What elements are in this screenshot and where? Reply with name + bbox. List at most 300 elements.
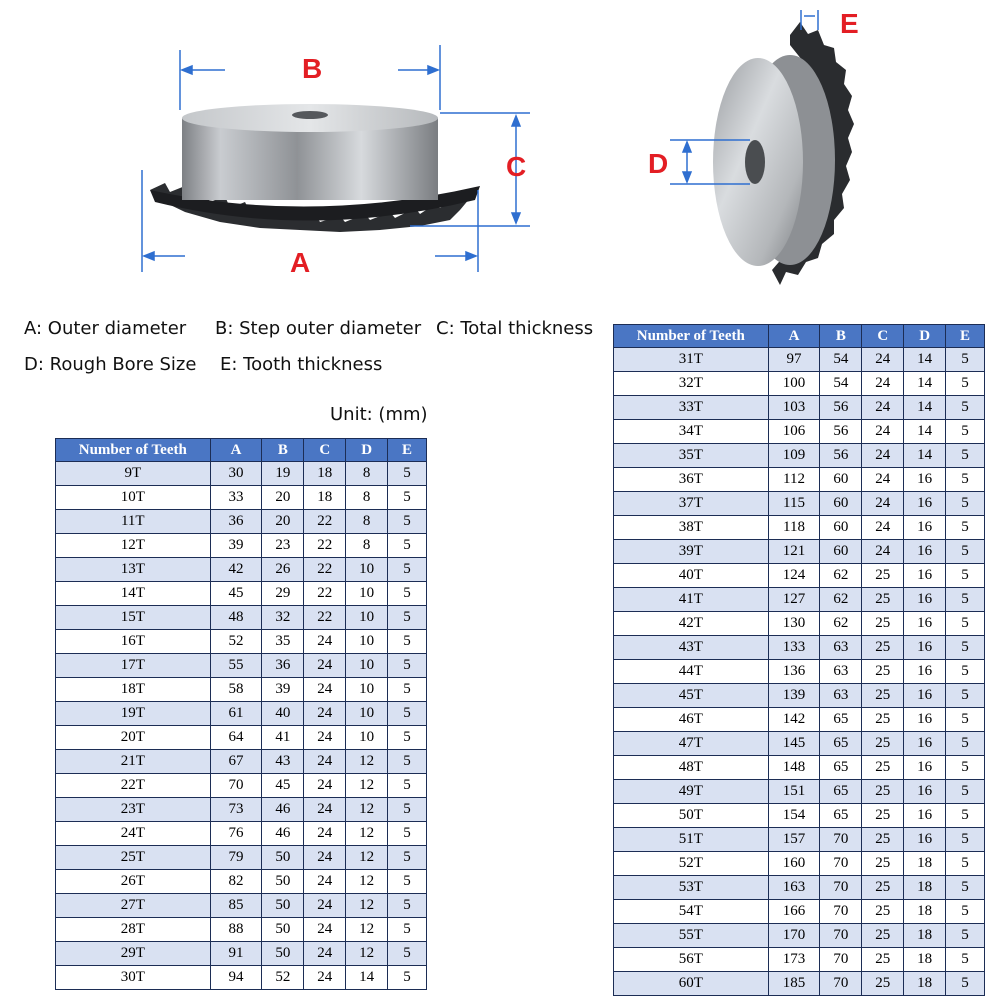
table-row <box>614 804 985 828</box>
table-cell: 16 <box>904 492 946 516</box>
table-cell: 5 <box>388 462 427 486</box>
table-row <box>56 558 427 582</box>
table-cell: 70 <box>210 774 262 798</box>
table-cell: 25 <box>862 708 904 732</box>
table-cell: 130 <box>768 612 820 636</box>
table-cell: 16 <box>904 660 946 684</box>
table-cell: 41 <box>262 726 304 750</box>
table-cell: 45 <box>210 582 262 606</box>
table-cell: 25T <box>56 846 211 870</box>
table-header-row <box>614 325 985 348</box>
table-cell: 58 <box>210 678 262 702</box>
table-cell: 142 <box>768 708 820 732</box>
table-cell: 70 <box>820 924 862 948</box>
label-c: C <box>506 151 527 182</box>
header-col-a: A <box>210 439 262 462</box>
table-row <box>56 942 427 966</box>
table-cell: 121 <box>768 540 820 564</box>
table-cell: 14 <box>904 444 946 468</box>
table-cell: 5 <box>946 444 985 468</box>
table-cell: 12 <box>346 846 388 870</box>
table-cell: 16 <box>904 636 946 660</box>
table-cell: 24 <box>304 870 346 894</box>
table-cell: 24 <box>862 396 904 420</box>
table-row <box>614 468 985 492</box>
table-cell: 53T <box>614 876 769 900</box>
table-row <box>614 420 985 444</box>
table-cell: 16 <box>904 732 946 756</box>
table-cell: 5 <box>946 540 985 564</box>
table-cell: 24 <box>862 540 904 564</box>
table-cell: 5 <box>946 468 985 492</box>
sprocket-bore <box>292 111 328 119</box>
table-cell: 35T <box>614 444 769 468</box>
table-cell: 5 <box>946 420 985 444</box>
table-cell: 24 <box>304 846 346 870</box>
table-cell: 65 <box>820 708 862 732</box>
table-cell: 5 <box>946 516 985 540</box>
table-cell: 41T <box>614 588 769 612</box>
table-cell: 45 <box>262 774 304 798</box>
table-cell: 70 <box>820 852 862 876</box>
table-cell: 5 <box>388 558 427 582</box>
table-cell: 154 <box>768 804 820 828</box>
table-cell: 24 <box>862 444 904 468</box>
table-cell: 27T <box>56 894 211 918</box>
table-cell: 62 <box>820 564 862 588</box>
table-cell: 70 <box>820 900 862 924</box>
sprocket-side-view-diagram <box>130 40 540 290</box>
table-cell: 5 <box>388 606 427 630</box>
legend-total-thickness: C: Total thickness <box>436 318 594 339</box>
table-cell: 56T <box>614 948 769 972</box>
table-cell: 85 <box>210 894 262 918</box>
table-cell: 50 <box>262 894 304 918</box>
header-col-b: B <box>820 325 862 348</box>
table-cell: 23T <box>56 798 211 822</box>
table-cell: 22 <box>304 606 346 630</box>
table-row <box>56 846 427 870</box>
table-cell: 70 <box>820 948 862 972</box>
table-cell: 50 <box>262 918 304 942</box>
table-cell: 33T <box>614 396 769 420</box>
table-cell: 14 <box>904 372 946 396</box>
table-cell: 16 <box>904 588 946 612</box>
table-row <box>614 876 985 900</box>
table-cell: 5 <box>946 756 985 780</box>
table-cell: 25 <box>862 732 904 756</box>
table-cell: 5 <box>388 966 427 990</box>
table-cell: 54 <box>820 348 862 372</box>
table-cell: 151 <box>768 780 820 804</box>
table-cell: 5 <box>946 732 985 756</box>
legend-step-outer-diameter: B: Step outer diameter <box>215 318 422 339</box>
table-cell: 39 <box>262 678 304 702</box>
spec-table-left <box>55 438 427 990</box>
table-cell: 24 <box>304 654 346 678</box>
table-cell: 16 <box>904 468 946 492</box>
table-row <box>56 870 427 894</box>
table-cell: 50 <box>262 846 304 870</box>
table-cell: 136 <box>768 660 820 684</box>
table-cell: 36 <box>262 654 304 678</box>
table-cell: 12 <box>346 774 388 798</box>
table-row <box>614 564 985 588</box>
table-row <box>614 900 985 924</box>
table-cell: 24 <box>304 966 346 990</box>
table-row <box>614 756 985 780</box>
table-cell: 50 <box>262 870 304 894</box>
table-cell: 94 <box>210 966 262 990</box>
table-cell: 26T <box>56 870 211 894</box>
table-cell: 5 <box>946 804 985 828</box>
table-row <box>56 630 427 654</box>
header-col-c: C <box>862 325 904 348</box>
table-cell: 12 <box>346 942 388 966</box>
table-row <box>614 780 985 804</box>
table-cell: 14 <box>346 966 388 990</box>
table-cell: 22 <box>304 558 346 582</box>
table-cell: 18 <box>904 924 946 948</box>
table-cell: 25 <box>862 900 904 924</box>
table-cell: 16 <box>904 684 946 708</box>
table-cell: 24T <box>56 822 211 846</box>
table-cell: 8 <box>346 462 388 486</box>
header-col-b: B <box>262 439 304 462</box>
table-cell: 5 <box>388 942 427 966</box>
table-row <box>614 588 985 612</box>
table-cell: 170 <box>768 924 820 948</box>
sprocket-front-view-diagram <box>640 0 880 295</box>
table-row <box>614 828 985 852</box>
table-cell: 34T <box>614 420 769 444</box>
table-cell: 5 <box>946 948 985 972</box>
table-cell: 16 <box>904 708 946 732</box>
table-cell: 22 <box>304 582 346 606</box>
table-cell: 45T <box>614 684 769 708</box>
table-row <box>56 774 427 798</box>
table-cell: 24 <box>304 822 346 846</box>
table-cell: 65 <box>820 780 862 804</box>
table-row <box>56 678 427 702</box>
table-cell: 64 <box>210 726 262 750</box>
table-cell: 163 <box>768 876 820 900</box>
table-cell: 31T <box>614 348 769 372</box>
table-row <box>614 612 985 636</box>
table-cell: 25 <box>862 972 904 996</box>
table-cell: 25 <box>862 756 904 780</box>
table-cell: 14 <box>904 348 946 372</box>
header-number-of-teeth: Number of Teeth <box>56 439 211 462</box>
table-cell: 148 <box>768 756 820 780</box>
table-cell: 39T <box>614 540 769 564</box>
header-col-d: D <box>904 325 946 348</box>
header-col-c: C <box>304 439 346 462</box>
table-cell: 61 <box>210 702 262 726</box>
table-cell: 8 <box>346 486 388 510</box>
table-cell: 60 <box>820 492 862 516</box>
table-cell: 16 <box>904 780 946 804</box>
table-cell: 97 <box>768 348 820 372</box>
table-cell: 8 <box>346 534 388 558</box>
table-cell: 24 <box>862 468 904 492</box>
table-cell: 16 <box>904 612 946 636</box>
table-row <box>56 462 427 486</box>
table-cell: 40 <box>262 702 304 726</box>
header-col-e: E <box>946 325 985 348</box>
table-cell: 37T <box>614 492 769 516</box>
table-row <box>56 606 427 630</box>
header-col-e: E <box>388 439 427 462</box>
table-cell: 9T <box>56 462 211 486</box>
table-cell: 124 <box>768 564 820 588</box>
table-cell: 5 <box>946 924 985 948</box>
table-cell: 5 <box>946 900 985 924</box>
table-cell: 11T <box>56 510 211 534</box>
table-cell: 14 <box>904 420 946 444</box>
table-cell: 25 <box>862 588 904 612</box>
table-cell: 5 <box>388 870 427 894</box>
table-row <box>56 798 427 822</box>
table-cell: 25 <box>862 948 904 972</box>
table-cell: 5 <box>946 684 985 708</box>
table-cell: 54 <box>820 372 862 396</box>
header-col-a: A <box>768 325 820 348</box>
table-cell: 56 <box>820 396 862 420</box>
table-cell: 5 <box>388 630 427 654</box>
table-cell: 5 <box>946 876 985 900</box>
table-cell: 106 <box>768 420 820 444</box>
table-cell: 18 <box>904 900 946 924</box>
table-cell: 5 <box>388 846 427 870</box>
table-cell: 67 <box>210 750 262 774</box>
table-cell: 25 <box>862 876 904 900</box>
table-cell: 115 <box>768 492 820 516</box>
table-cell: 18 <box>904 948 946 972</box>
table-cell: 49T <box>614 780 769 804</box>
table-cell: 55T <box>614 924 769 948</box>
table-cell: 5 <box>946 396 985 420</box>
table-cell: 82 <box>210 870 262 894</box>
table-row <box>56 966 427 990</box>
table-cell: 133 <box>768 636 820 660</box>
table-cell: 29T <box>56 942 211 966</box>
table-cell: 25 <box>862 612 904 636</box>
table-cell: 109 <box>768 444 820 468</box>
table-cell: 24 <box>862 492 904 516</box>
table-cell: 32T <box>614 372 769 396</box>
table-cell: 5 <box>388 822 427 846</box>
table-cell: 62 <box>820 612 862 636</box>
table-cell: 32 <box>262 606 304 630</box>
table-cell: 46 <box>262 798 304 822</box>
table-cell: 10T <box>56 486 211 510</box>
table-cell: 56 <box>820 420 862 444</box>
table-cell: 12 <box>346 822 388 846</box>
table-cell: 63 <box>820 636 862 660</box>
table-cell: 112 <box>768 468 820 492</box>
table-cell: 91 <box>210 942 262 966</box>
table-cell: 18 <box>904 852 946 876</box>
header-number-of-teeth: Number of Teeth <box>614 325 769 348</box>
table-cell: 18 <box>304 486 346 510</box>
table-cell: 22T <box>56 774 211 798</box>
table-cell: 16 <box>904 540 946 564</box>
table-cell: 15T <box>56 606 211 630</box>
table-cell: 26 <box>262 558 304 582</box>
table-cell: 157 <box>768 828 820 852</box>
table-cell: 5 <box>388 894 427 918</box>
table-cell: 20 <box>262 486 304 510</box>
table-cell: 60T <box>614 972 769 996</box>
table-cell: 56 <box>820 444 862 468</box>
table-cell: 145 <box>768 732 820 756</box>
table-cell: 25 <box>862 660 904 684</box>
table-cell: 65 <box>820 732 862 756</box>
table-cell: 12T <box>56 534 211 558</box>
table-cell: 5 <box>946 636 985 660</box>
table-cell: 52T <box>614 852 769 876</box>
table-row <box>56 918 427 942</box>
table-cell: 16 <box>904 756 946 780</box>
table-cell: 25 <box>862 780 904 804</box>
table-cell: 70 <box>820 972 862 996</box>
table-cell: 48T <box>614 756 769 780</box>
table-row <box>614 732 985 756</box>
table-row <box>614 540 985 564</box>
table-cell: 127 <box>768 588 820 612</box>
table-cell: 16 <box>904 804 946 828</box>
table-cell: 22 <box>304 534 346 558</box>
table-row <box>56 726 427 750</box>
table-cell: 60 <box>820 540 862 564</box>
table-cell: 36 <box>210 510 262 534</box>
table-cell: 24 <box>304 630 346 654</box>
table-cell: 25 <box>862 636 904 660</box>
table-cell: 5 <box>946 492 985 516</box>
table-cell: 44T <box>614 660 769 684</box>
legend-rough-bore-size: D: Rough Bore Size <box>24 354 197 375</box>
table-cell: 18 <box>904 876 946 900</box>
table-row <box>614 516 985 540</box>
table-cell: 5 <box>946 588 985 612</box>
table-cell: 25 <box>862 564 904 588</box>
table-cell: 46 <box>262 822 304 846</box>
table-cell: 10 <box>346 606 388 630</box>
table-cell: 24 <box>304 726 346 750</box>
table-cell: 10 <box>346 726 388 750</box>
table-cell: 10 <box>346 582 388 606</box>
table-cell: 8 <box>346 510 388 534</box>
table-cell: 60 <box>820 516 862 540</box>
table-cell: 76 <box>210 822 262 846</box>
table-cell: 19T <box>56 702 211 726</box>
table-row <box>614 708 985 732</box>
table-cell: 13T <box>56 558 211 582</box>
table-cell: 10 <box>346 678 388 702</box>
table-cell: 24 <box>304 750 346 774</box>
table-cell: 47T <box>614 732 769 756</box>
table-cell: 35 <box>262 630 304 654</box>
table-cell: 48 <box>210 606 262 630</box>
table-cell: 24 <box>304 774 346 798</box>
label-b: B <box>302 53 323 84</box>
table-cell: 5 <box>388 486 427 510</box>
label-a: A <box>290 247 311 278</box>
table-cell: 5 <box>388 750 427 774</box>
table-cell: 5 <box>388 798 427 822</box>
table-cell: 50 <box>262 942 304 966</box>
table-cell: 22 <box>304 510 346 534</box>
table-cell: 24 <box>304 918 346 942</box>
table-header-row <box>56 439 427 462</box>
table-cell: 51T <box>614 828 769 852</box>
table-cell: 21T <box>56 750 211 774</box>
table-cell: 160 <box>768 852 820 876</box>
legend-tooth-thickness: E: Tooth thickness <box>220 354 383 375</box>
table-cell: 70 <box>820 828 862 852</box>
table-cell: 14 <box>904 396 946 420</box>
table-cell: 24 <box>862 372 904 396</box>
table-cell: 5 <box>388 702 427 726</box>
label-d: D <box>648 148 669 179</box>
table-cell: 5 <box>946 612 985 636</box>
table-cell: 12 <box>346 870 388 894</box>
table-row <box>614 852 985 876</box>
table-cell: 43T <box>614 636 769 660</box>
table-cell: 17T <box>56 654 211 678</box>
table-cell: 52 <box>210 630 262 654</box>
table-cell: 118 <box>768 516 820 540</box>
table-cell: 10 <box>346 558 388 582</box>
table-cell: 43 <box>262 750 304 774</box>
table-cell: 5 <box>388 654 427 678</box>
table-cell: 25 <box>862 852 904 876</box>
table-row <box>56 702 427 726</box>
table-cell: 12 <box>346 894 388 918</box>
legend-outer-diameter: A: Outer diameter <box>24 318 187 339</box>
table-cell: 42T <box>614 612 769 636</box>
table-cell: 100 <box>768 372 820 396</box>
table-cell: 103 <box>768 396 820 420</box>
table-cell: 18 <box>304 462 346 486</box>
table-cell: 16 <box>904 564 946 588</box>
table-cell: 33 <box>210 486 262 510</box>
table-cell: 16 <box>904 516 946 540</box>
table-cell: 139 <box>768 684 820 708</box>
table-cell: 5 <box>946 972 985 996</box>
table-cell: 36T <box>614 468 769 492</box>
table-cell: 55 <box>210 654 262 678</box>
sprocket-bore-front <box>745 140 765 184</box>
table-row <box>614 372 985 396</box>
table-row <box>614 444 985 468</box>
table-cell: 5 <box>946 564 985 588</box>
table-cell: 19 <box>262 462 304 486</box>
table-cell: 25 <box>862 828 904 852</box>
table-cell: 24 <box>304 894 346 918</box>
table-cell: 29 <box>262 582 304 606</box>
table-row <box>614 972 985 996</box>
table-cell: 5 <box>388 582 427 606</box>
table-cell: 5 <box>946 828 985 852</box>
table-cell: 24 <box>862 420 904 444</box>
table-cell: 14T <box>56 582 211 606</box>
table-cell: 10 <box>346 654 388 678</box>
table-cell: 28T <box>56 918 211 942</box>
table-row <box>614 492 985 516</box>
table-cell: 5 <box>946 708 985 732</box>
